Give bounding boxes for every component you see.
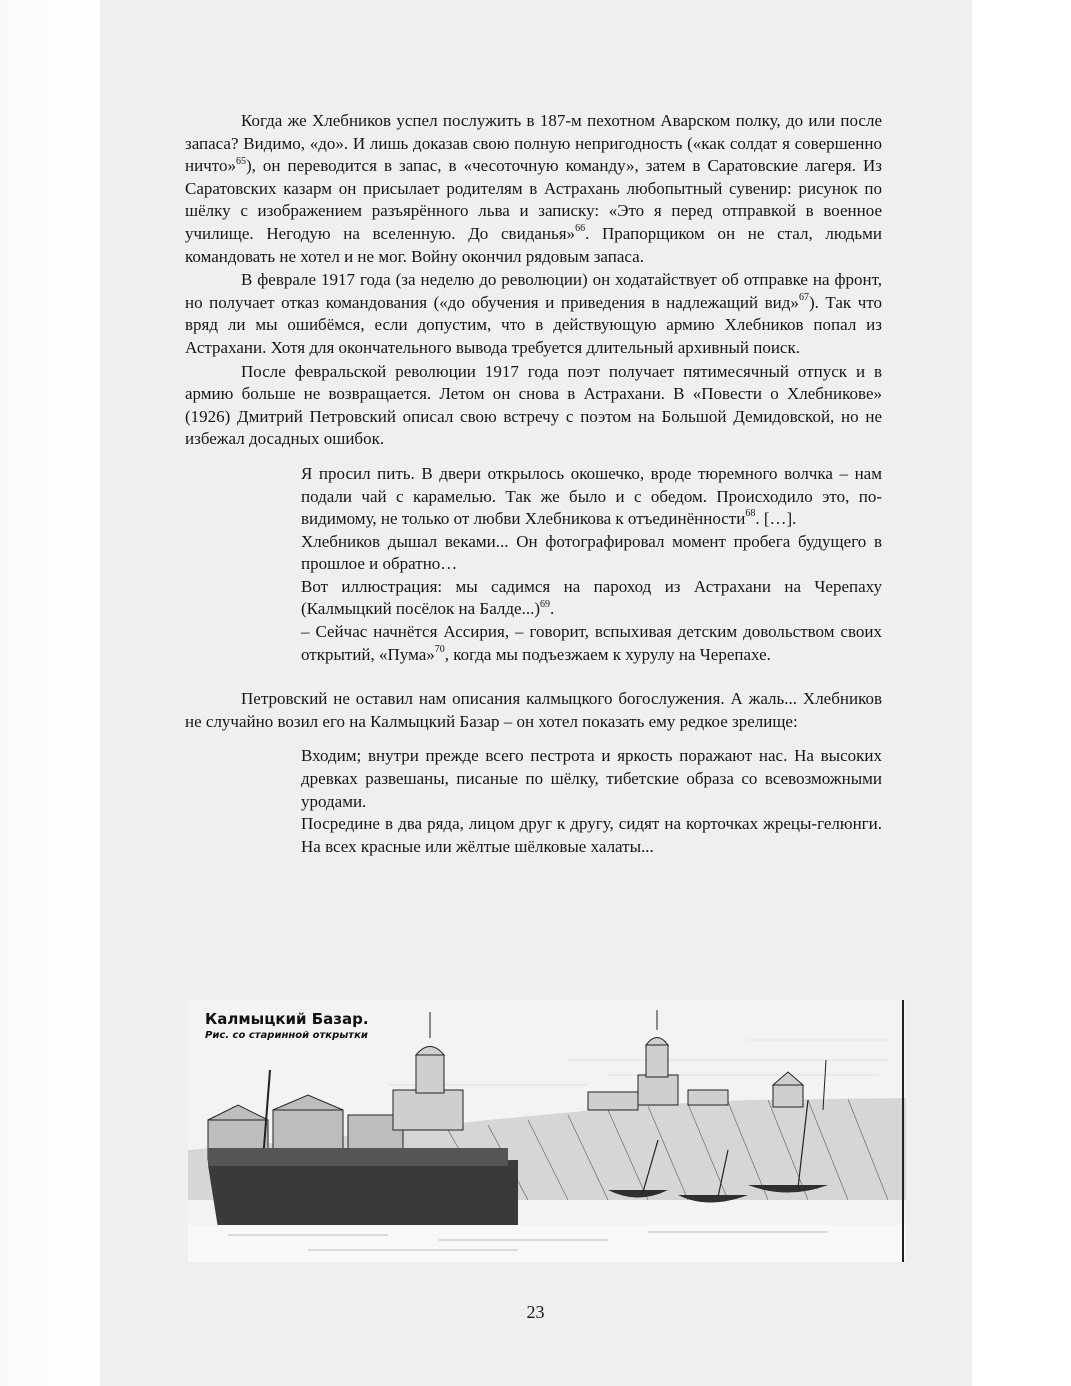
quote-1-line-4-end: , когда мы подъезжаем к хурулу на Черепахе. [444,644,771,664]
paragraph-2 [185,269,882,359]
quote-2-line-1: Входим; внутри прежде всего пестрота и яркость поражают нас. На высоких древках развешаны, писаные по шёлку, тибетские образа со всевозможными уродами. [301,746,882,811]
quote-1-line-3 [301,576,882,621]
barge [208,1160,518,1228]
paragraph-1-part-3: . Прапорщиком он не стал, людьми командовать не хотел и не мог. Войну окончил рядовым запаса. [185,223,882,266]
scan-margin-right [972,0,1071,1386]
paragraph-1-part-1: Когда же Хлебников успел послужить в 187-м пехотном Аварском полку, до или после запаса? Видимо, «до». И лишь доказав свою полную непригодность («как солдат я совершенно ничто» [185,111,882,176]
illustration-title: Калмыцкий Базар. [205,1010,369,1028]
footnote-ref-68[interactable]: 68 [745,508,756,520]
footnote-ref-70[interactable]: 70 [434,644,445,655]
paragraph-1 [185,110,882,268]
blockquote-2 [301,745,882,858]
footnote-ref-66[interactable]: 66 [575,223,586,235]
quote-1-line-1 [301,463,882,531]
river-water [188,1225,906,1262]
paragraph-3: После февральской революции 1917 года поэт получает пятимесячный отпуск и в армию больше не возвращается. Летом он снова в Астрахани. В «Повести о Хлебникове» (1926) Дмитрий Петровский описал свою встречу с поэтом на Большой Демидовской, но не избежал досадных ошибок. [185,361,882,449]
barge-deck [208,1148,508,1166]
blockquote-1 [301,463,882,666]
footnote-ref-67[interactable]: 67 [798,292,809,304]
paragraph-2-part-1: В феврале 1917 года (за неделю до революции) он ходатайствует об отправке на фронт, но получает отказ командования («до обучения и приведения в надлежащий вид» [185,270,882,312]
quote-1-line-3-end: . [549,599,555,619]
paragraph-4: Петровский не оставил нам описания калмыцкого богослужения. А жаль... Хлебников не случайно возил его на Калмыцкий Базар – он хотел показать ему редкое зрелище: [185,689,882,731]
illustration-caption: Рис. со старинной открытки [205,1030,368,1041]
footnote-ref-65[interactable]: 65 [235,155,246,167]
quote-1-line-2: Хлебников дышал веками... Он фотографировал момент пробега будущего в прошлое и обратно… [301,531,882,574]
footnote-ref-69[interactable]: 69 [539,598,550,610]
paragraph-2-part-2: ). Так что вряд ли мы ошибёмся, если допустим, что в действующую армию Хлебников попал из Астрахани. Хотя для окончательного вывода требуется длительный архивный поиск. [185,292,883,357]
quote-1-line-1-end: . […]. [755,509,797,529]
quote-1-line-3-text: Вот иллюстрация: мы садимся на пароход из Астрахани на Черепаху (Калмыцкий посёлок на Балде...) [301,576,882,619]
quote-1-line-4-text: – Сейчас начнётся Ассирия, – говорит, вспыхивая детским довольством своих открытий, «Пума» [301,622,882,664]
scan-margin-left [0,0,100,1386]
paragraph-1-part-2: ), он переводится в запас, в «чесоточную команду», затем в Саратовские лагеря. Из Саратовских казарм он присылает родителям в Астрахань любопытный сувенир: рисунок по шёлку с изображением разъярённого льва и записку: «Это я перед отправкой в военное училище. Негодую на вселенную. До свиданья» [185,156,882,243]
page-text [185,110,882,858]
quote-1-line-1-text: Я просил пить. В двери открылось окошечко, вроде тюремного волчка – нам подали чай с карамелью. Так же было и с обедом. Происходило это, по-видимому, не только от любви Хлебникова к отъединённости [301,463,882,529]
quote-2-line-2: Посредине в два ряда, лицом друг к другу, сидят на корточках жрецы-гелюнги. На всех красные или жёлтые шёлковые халаты... [301,814,882,856]
page-number: 23 [526,1302,545,1322]
quote-1-line-4 [301,621,882,666]
